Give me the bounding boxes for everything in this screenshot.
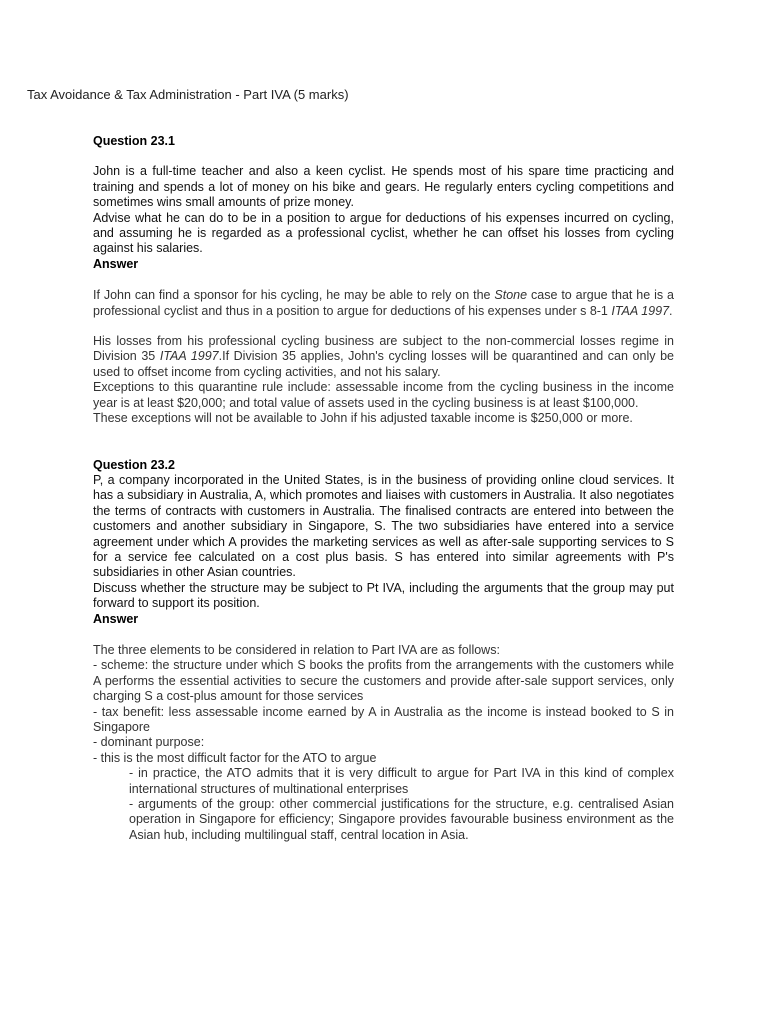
question-23-1-text: John is a full-time teacher and also a keen cyclist. He spends most of his spare time practicing and training and spends a lot of money on his bike and gears. He regularly enters cycling competitions and sometimes wins small amounts of prize money. <box>93 164 674 210</box>
answer-23-1-heading: Answer <box>93 256 139 271</box>
answer-23-2-arguments: - arguments of the group: other commercial justifications for the structure, e.g. centralised Asian operation in Singapore for efficiency; Singapore provides favourable business environment as the Asian hub, including multilingual staff, central location in Asia. <box>129 797 674 842</box>
answer-23-1-para-4: These exceptions will not be available to John if his adjusted taxable income is $250,000 or more. <box>93 411 633 426</box>
question-23-1-heading: Question 23.1 <box>93 134 175 148</box>
answer-23-1-para-2: His losses from his professional cycling business are subject to the non-commercial losses regime in Division 35 ITAA 1997.If Division 35 applies, John's cycling losses will be quarantined and can only be used to offset income from cycling activities, and not his salary. <box>93 334 674 379</box>
question-23-2-heading: Question 23.2 <box>93 457 175 472</box>
act-name: ITAA 1997 <box>159 349 219 364</box>
answer-23-2-intro: The three elements to be considered in relation to Part IVA are as follows: <box>93 642 500 657</box>
answer-23-2-in-practice: - in practice, the ATO admits that it is very difficult to argue for Part IVA in this kind of complex international structures of multinational enterprises <box>129 766 674 796</box>
answer-23-2-scheme: - scheme: the structure under which S books the profits from the arrangements with the customers while A performs the essential activities to secure the customers and provide after-sale support services, only charging S a cost-plus amount for those services <box>93 658 674 704</box>
answer-23-1-para-1: If John can find a sponsor for his cycling, he may be able to rely on the Stone case to argue that he is a professional cyclist and thus in a position to argue for deductions of his expenses under s 8-1 ITAA 1997. <box>93 288 674 318</box>
act-name: ITAA 1997 <box>611 303 670 318</box>
document-title: Tax Avoidance & Tax Administration - Part IVA (5 marks) <box>27 87 349 102</box>
document-body <box>93 134 674 843</box>
question-23-2-task: Discuss whether the structure may be subject to Pt IVA, including the arguments that the group may put forward to support its position. <box>93 580 674 611</box>
answer-23-2-dominant-purpose: - dominant purpose: <box>93 735 205 750</box>
answer-23-2-difficulty: - this is the most difficult factor for the ATO to argue <box>93 750 377 765</box>
answer-23-2-heading: Answer <box>93 611 139 626</box>
question-23-2-text: P, a company incorporated in the United States, is in the business of providing online cloud services. It has a subsidiary in Australia, A, which promotes and liaises with customers in Australia. It also negotiates the terms of contracts with customers in Australia. The finalised contracts are entered into between the customers and another subsidiary in Singapore, S. The two subsidiaries have entered into a service agreement under which A provides the marketing services as well as after-sale supporting services to S for a service fee calculated on a cost plus basis. S has entered into similar agreements with P's subsidiaries in other Asian countries. <box>93 472 674 580</box>
question-23-1-task: Advise what he can do to be in a position to argue for deductions of his expenses incurred on cycling, and assuming he is regarded as a professional cyclist, whether he can offset his losses from cycling against his salaries. <box>93 210 674 256</box>
case-name: Stone <box>494 288 528 303</box>
answer-23-1-para-3: Exceptions to this quarantine rule include: assessable income from the cycling business in the income year is at least $20,000; and total value of assets used in the cycling business is at least $100,000. <box>93 380 674 410</box>
answer-23-2-tax-benefit: - tax benefit: less assessable income earned by A in Australia as the income is instead booked to S in Singapore <box>93 704 674 734</box>
